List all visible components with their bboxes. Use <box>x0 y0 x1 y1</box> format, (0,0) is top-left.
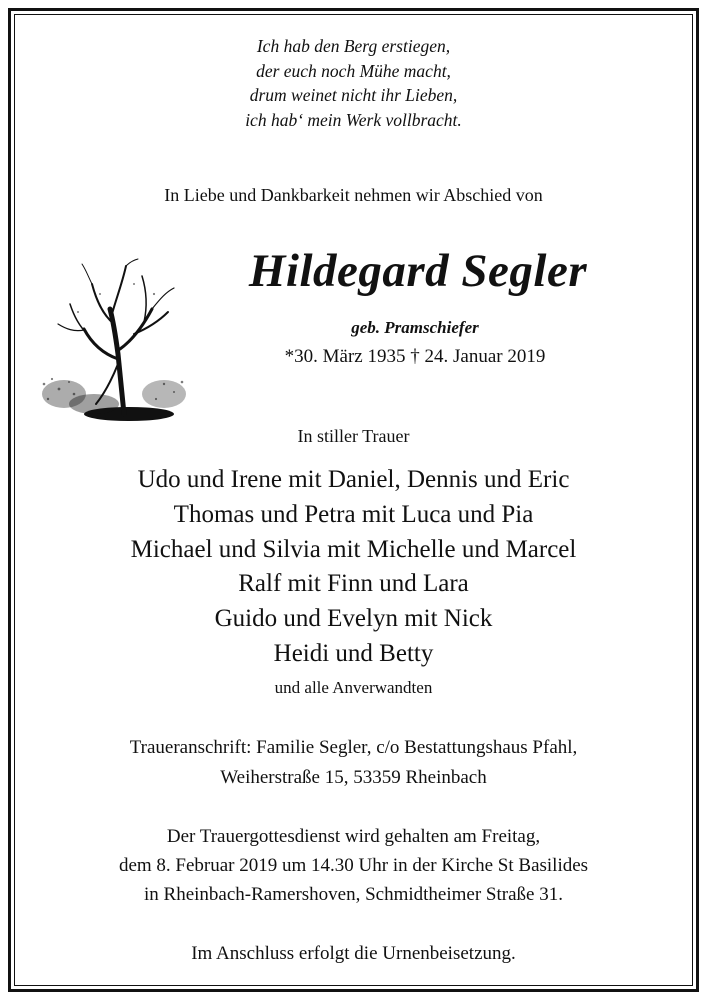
family-line: Heidi und Betty <box>273 639 434 667</box>
poem-block <box>0 34 707 132</box>
poem-line: der euch noch Mühe macht, <box>256 60 451 81</box>
family-line: Ralf mit Finn und Lara <box>238 570 469 598</box>
service-line: dem 8. Februar 2019 um 14.30 Uhr in der Kirche St Basilides <box>118 855 589 876</box>
funeral-service-info <box>0 822 707 909</box>
family-line: Guido und Evelyn mit Nick <box>214 605 493 633</box>
family-line: Thomas und Petra mit Luca und Pia <box>173 500 534 528</box>
mourning-address <box>0 733 707 793</box>
maiden-name: geb. Pramschiefer <box>351 318 479 337</box>
poem-line: drum weinet nicht ihr Lieben, <box>249 85 458 105</box>
address-line: Traueranschrift: Familie Segler, c/o Bestattungshaus Pfahl, <box>129 737 578 758</box>
closing-line: Im Anschluss erfolgt die Urnenbeisetzung. <box>191 943 516 964</box>
life-dates: *30. März 1935 † 24. Januar 2019 <box>284 346 546 367</box>
family-list <box>0 463 707 672</box>
tree-illustration-icon <box>34 254 194 439</box>
service-line: in Rheinbach-Ramershoven, Schmidtheimer Straße 31. <box>144 884 563 905</box>
intro-text: In Liebe und Dankbarkeit nehmen wir Abschied von <box>164 185 543 205</box>
family-line: Michael und Silvia mit Michelle und Marcel <box>130 535 577 563</box>
relatives-line: und alle Anverwandten <box>274 678 433 697</box>
mourning-label: In stiller Trauer <box>297 426 410 446</box>
deceased-name: Hildegard Segler <box>248 245 588 297</box>
poem-line: ich hab‘ mein Werk vollbracht. <box>245 109 462 130</box>
service-line: Der Trauergottesdienst wird gehalten am Freitag, <box>166 826 541 847</box>
poem-line: Ich hab den Berg erstiegen, <box>256 36 451 56</box>
family-line: Udo und Irene mit Daniel, Dennis und Eric <box>137 466 570 493</box>
address-line: Weiherstraße 15, 53359 Rheinbach <box>220 767 487 788</box>
